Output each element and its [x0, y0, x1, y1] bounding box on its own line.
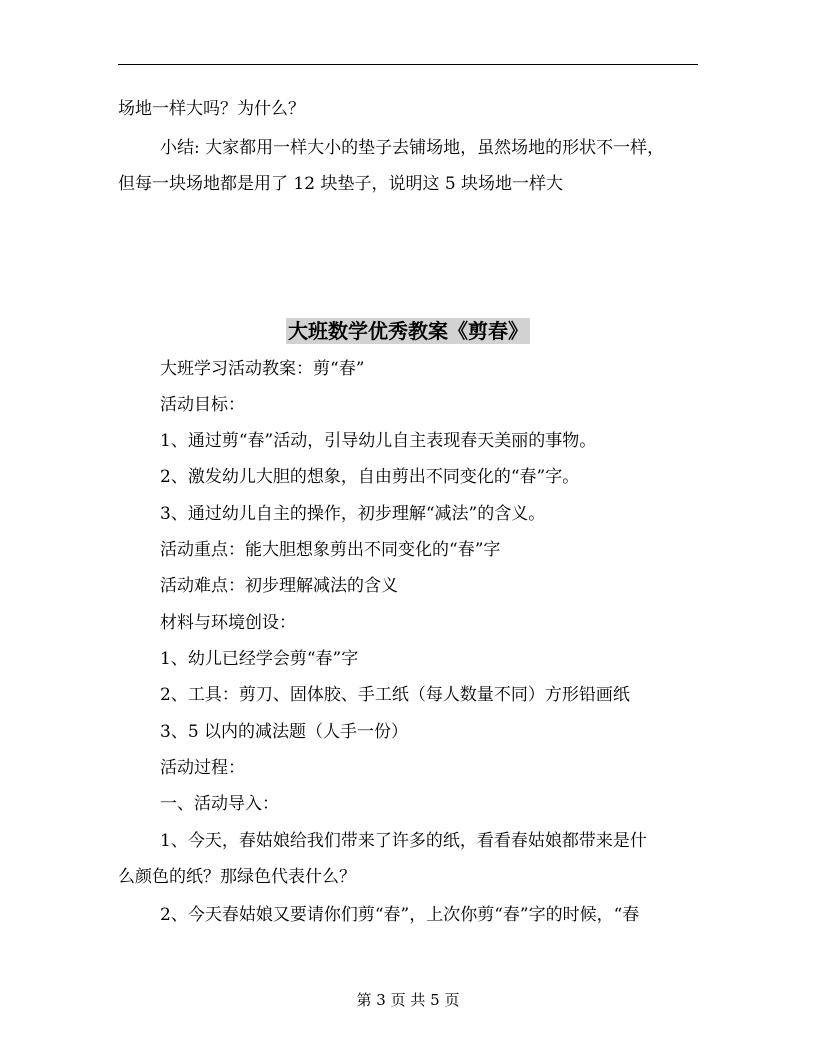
body-line: 2、激发幼儿大胆的想象，自由剪出不同变化的“春”字。: [160, 467, 580, 487]
paragraph-line: 小结: 大家都用一样大小的垫子去铺场地，虽然场地的形状不一样，: [160, 138, 665, 158]
body-line: 活动过程：: [160, 758, 245, 778]
paragraph-line: 但每一块场地都是用了 12 块垫子，说明这 5 块场地一样大: [118, 174, 564, 194]
body-line: 活动目标：: [160, 395, 245, 415]
page-footer: 第 3 页 共 5 页: [356, 991, 460, 1009]
body-line: 么颜色的纸？那绿色代表什么？: [118, 867, 356, 887]
body-line: 2、今天春姑娘又要请你们剪“春”，上次你剪“春”字的时候，“春: [160, 905, 640, 925]
body-line: 一、活动导入：: [160, 794, 279, 814]
body-line: 2、工具：剪刀、固体胶、手工纸（每人数量不同）方形铅画纸: [160, 685, 630, 705]
body-line: 活动重点：能大胆想象剪出不同变化的“春”字: [160, 540, 501, 560]
body-line: 活动难点：初步理解减法的含义: [160, 576, 398, 596]
body-line: 1、幼儿已经学会剪“春”字: [160, 649, 359, 669]
title-wrap: [0, 318, 816, 344]
paragraph-line: 场地一样大吗？为什么？: [118, 99, 305, 119]
body-line: 3、5 以内的减法题（人手一份）: [160, 722, 409, 742]
body-line: 3、通过幼儿自主的操作，初步理解“减法”的含义。: [160, 504, 546, 524]
body-line: 1、今天，春姑娘给我们带来了许多的纸，看看春姑娘都带来是什: [160, 831, 647, 851]
body-line: 1、通过剪“春”活动，引导幼儿自主表现春天美丽的事物。: [160, 431, 597, 451]
body-line: 材料与环境创设：: [160, 613, 296, 633]
header-rule: [118, 64, 698, 65]
document-title: 大班数学优秀教案《剪春》: [288, 319, 528, 343]
body-line: 大班学习活动教案：剪“春”: [160, 359, 365, 379]
